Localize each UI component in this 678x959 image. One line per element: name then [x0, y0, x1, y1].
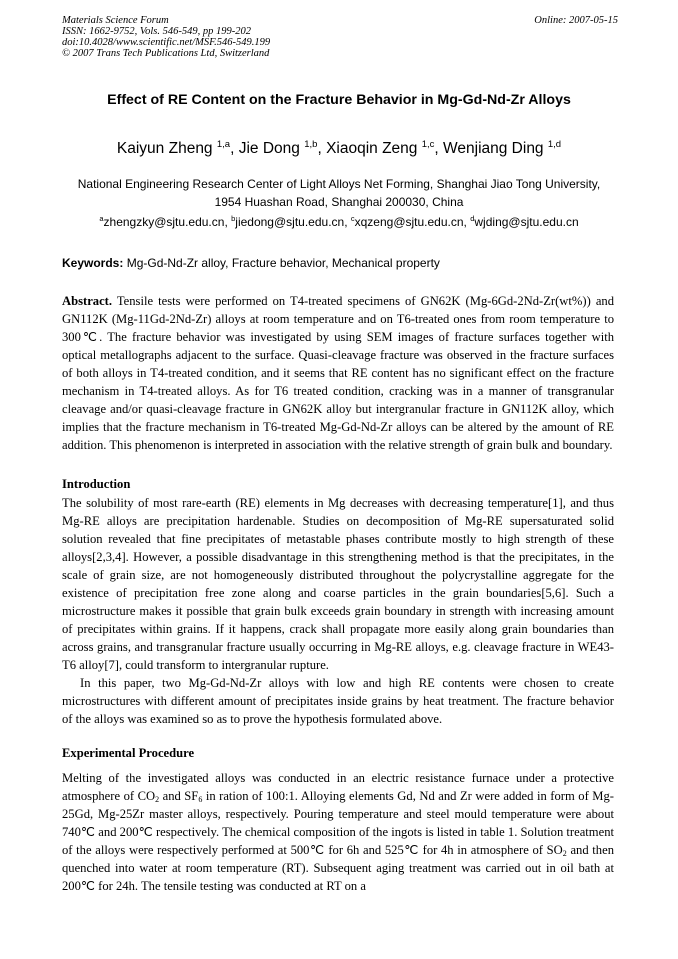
author-name: Xiaoqin Zeng	[326, 140, 418, 157]
abstract-text: Tensile tests were performed on T4-treated specimens of GN62K (Mg-6Gd-2Nd-Zr(wt%)) and GN112K (Mg-11Gd-2Nd-Zr) alloys at room temperature and on T6-treated ones from room temperature to 300℃. The fracture behavior was investigated by using SEM images of fracture surfaces together with optical metallographs adjacent to the surface. Quasi-cleavage fracture was observed in the fracture surfaces of both alloys in T4-treated condition, and it seems that RE content has no significant effect on the fracture mechanism in T4-treated alloys. As for T6 treated condition, cracking was in a manner of transgranular cleavage and/or quasi-cleavage fracture in GN62K alloy but intergranular fracture in GN112K alloy, which implies that the fracture mechanism in T6-treated Mg-Gd-Nd-Zr alloys can be altered by the amount of RE addition. This phenomenon is interpreted in association with the relative strength of grain bulk and boundary.	[62, 294, 615, 452]
text-run: in ration of 100:1. Alloying elements Gd, Nd and Zr were added in form of Mg-25Gd, Mg-25Zr master alloys, respectively. Pouring temperature and steel mould temperature were about 740℃ and 200℃ respectively. The chemical composition of the ingots is listed in table 1. Solution treatment of the alloys were respectively performed at 500℃ for 6h and 525℃ for 4h in atmosphere of SO	[62, 789, 614, 857]
email-link[interactable]: jiedong@sjtu.edu.cn	[235, 215, 345, 229]
copyright-line: © 2007 Trans Tech Publications Ltd, Switzerland	[62, 48, 270, 59]
experimental-paragraph	[62, 769, 614, 895]
introduction-paragraph: In this paper, two Mg-Gd-Nd-Zr alloys with low and high RE contents were chosen to create microstructures with different amount of precipitates inside grains by heat treatment. The fracture behavior of the alloys was examined so as to prove the hypothesis formulated above.	[62, 676, 614, 726]
email-list: $^a$zhengzky@sjtu.edu.cn, $^b$jiedong@sjtu.edu.cn, $^c$xqzeng@sjtu.edu.cn, $^d$wjding@sjtu.edu.cn	[99, 214, 579, 229]
text-run: and then quenched into water at room temperature (RT). Subsequent aging treatment was carried out in oil bath at 200℃ for 24h. The tensile testing was conducted at RT on a	[62, 843, 614, 893]
keywords	[62, 256, 622, 270]
text-run: Melting of the investigated alloys was conducted in an electric resistance furnace under a protective atmosphere of CO	[62, 771, 614, 803]
email-link[interactable]: xqzeng@sjtu.edu.cn	[354, 215, 464, 229]
doi-line: doi:10.4028/www.scientific.net/MSF.546-549.199	[62, 37, 271, 48]
abstract	[62, 292, 614, 454]
email-link[interactable]: wjding@sjtu.edu.cn	[474, 215, 579, 229]
subscript: 2	[155, 795, 160, 804]
author-name: Jie Dong	[238, 140, 300, 157]
author-name: Kaiyun Zheng	[116, 140, 213, 157]
author-list: Kaiyun Zheng $^{1,a}$, Jie Dong $^{1,b}$, Xiaoqin Zeng $^{1,c}$, Wenjiang Ding $^{1,d}$	[116, 139, 562, 157]
author-affil-mark: 1,c	[421, 139, 435, 150]
issn-line: ISSN: 1662-9752, Vols. 546-549, pp 199-202	[62, 26, 251, 37]
author-affil-mark: 1,a	[216, 139, 231, 150]
journal-name: Materials Science Forum	[62, 15, 169, 26]
author-name: Wenjiang Ding	[443, 140, 544, 157]
email-mark: d	[470, 214, 475, 223]
abstract-label: Abstract.	[62, 294, 113, 308]
keywords-text: Mg-Gd-Nd-Zr alloy, Fracture behavior, Mechanical property	[126, 256, 440, 270]
subscript: 2	[562, 849, 567, 858]
experimental-body	[62, 769, 614, 895]
introduction-heading: Introduction	[62, 477, 131, 491]
email-mark: b	[231, 214, 236, 223]
keywords-label: Keywords:	[62, 256, 124, 270]
author-affil-mark: 1,d	[547, 139, 562, 150]
email-link[interactable]: zhengzky@sjtu.edu.cn	[103, 215, 225, 229]
experimental-heading: Experimental Procedure	[62, 746, 195, 760]
email-mark: c	[350, 214, 355, 223]
subscript: 6	[198, 795, 203, 804]
email-mark: a	[99, 214, 104, 223]
online-date: Online: 2007-05-15	[534, 15, 618, 26]
introduction-body	[62, 494, 614, 728]
paper-title: Effect of RE Content on the Fracture Behavior in Mg-Gd-Nd-Zr Alloys	[107, 92, 571, 108]
introduction-paragraph: The solubility of most rare-earth (RE) elements in Mg decreases with decreasing temperature[1], and thus Mg-RE alloys are precipitation hardenable. Studies on decomposition of Mg-RE supersaturated solid solution revealed that fine precipitates of metastable phases contribute mostly to high strength of these alloys[2,3,4]. However, a possible disadvantage in this strengthening method is that the precipitates, in the scale of grain size, are not homogeneously distributed throughout the polycrystalline aggregate for the existence of precipitation free zone along and coarse particles in the grain boundaries[5,6]. Such a microstructure makes it possible that grain bulk exceeds grain boundary in strength with increasing amount of precipitates within grains. If it happens, crack shall propagate more easily along grain boundaries than across grains, and transgranular fracture usually occurring in Mg-RE alloys, e.g. cleavage fracture in WE43-T6 alloy[7], could transform to intergranular rupture.	[62, 496, 614, 672]
affiliation: National Engineering Research Center of Light Alloys Net Forming, Shanghai Jiao Tong University, 1954 Huashan Road, Shanghai 200030, China	[77, 177, 601, 209]
journal-header	[62, 15, 618, 59]
author-affil-mark: 1,b	[304, 139, 318, 150]
text-run: and SF	[159, 789, 199, 803]
